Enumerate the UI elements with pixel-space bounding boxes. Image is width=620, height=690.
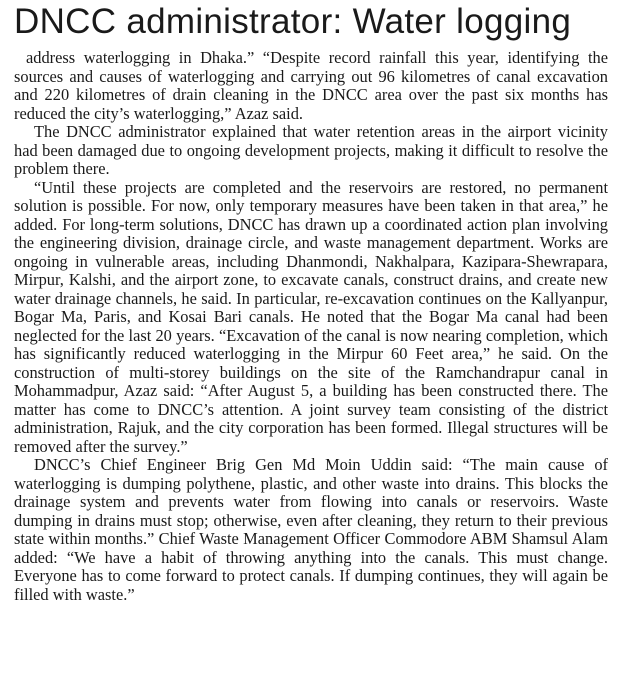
- paragraph-continued-intro: address waterlogging in Dhaka.” “Despite record rainfall this year, identifying the sources and causes of waterlogging and carrying out 96 kilometres of canal excavation and 220 kilometres of drain cleaning in the DNCC area over the past six months has reduced the city’s waterlogging,” Azaz said.: [14, 48, 608, 123]
- paragraph-retention-areas: The DNCC administrator explained that water retention areas in the airport vicinity had been damaged due to ongoing development projects, making it difficult to resolve the problem there.: [14, 122, 608, 178]
- headline: DNCC administrator: Water logging: [14, 2, 572, 41]
- paragraph-action-plan: “Until these projects are completed and the reservoirs are restored, no permanent solution is possible. For now, only temporary measures have been taken in that area,” he added. For long-term solutions, DNCC has drawn up a coordinated action plan involving the engineering division, drainage circle, and waste management department. Works are ongoing in vulnerable areas, including Dhanmondi, Nakhalpara, Kazipara-Shewrapara, Mirpur, Kalshi, and the airport zone, to excavate canals, construct drains, and create new water drainage channels, he said. In particular, re-excavation continues on the Kallyanpur, Bogar Ma, Paris, and Kosai Bari canals. He noted that the Bogar Ma canal had been neglected for the last 20 years. “Excavation of the canal is now nearing completion, which has significantly reduced waterlogging in the Mirpur 60 Feet area,” he said. On the construction of multi-storey buildings on the site of the Ramchandrapur canal in Mohammadpur, Azaz said: “After August 5, a building has been constructed there. The matter has come to DNCC’s attention. A joint survey team consisting of the district administration, Rajuk, and the city corporation has been formed. Illegal structures will be removed after the survey.”: [14, 177, 608, 456]
- paragraph-chief-engineer: DNCC’s Chief Engineer Brig Gen Md Moin Uddin said: “The main cause of waterlogging is dumping polythene, plastic, and other waste into drains. This blocks the drainage system and prevents water from flowing into canals or reservoirs. Waste dumping in drains must stop; otherwise, even after cleaning, they return to their previous state within months.” Chief Waste Management Officer Commodore ABM Shamsul Alam added: “We have a habit of throwing anything into the canals. This must change. Everyone has to come forward to protect canals. If dumping continues, they will again be filled with waste.”: [14, 455, 608, 604]
- article-body: [14, 49, 608, 604]
